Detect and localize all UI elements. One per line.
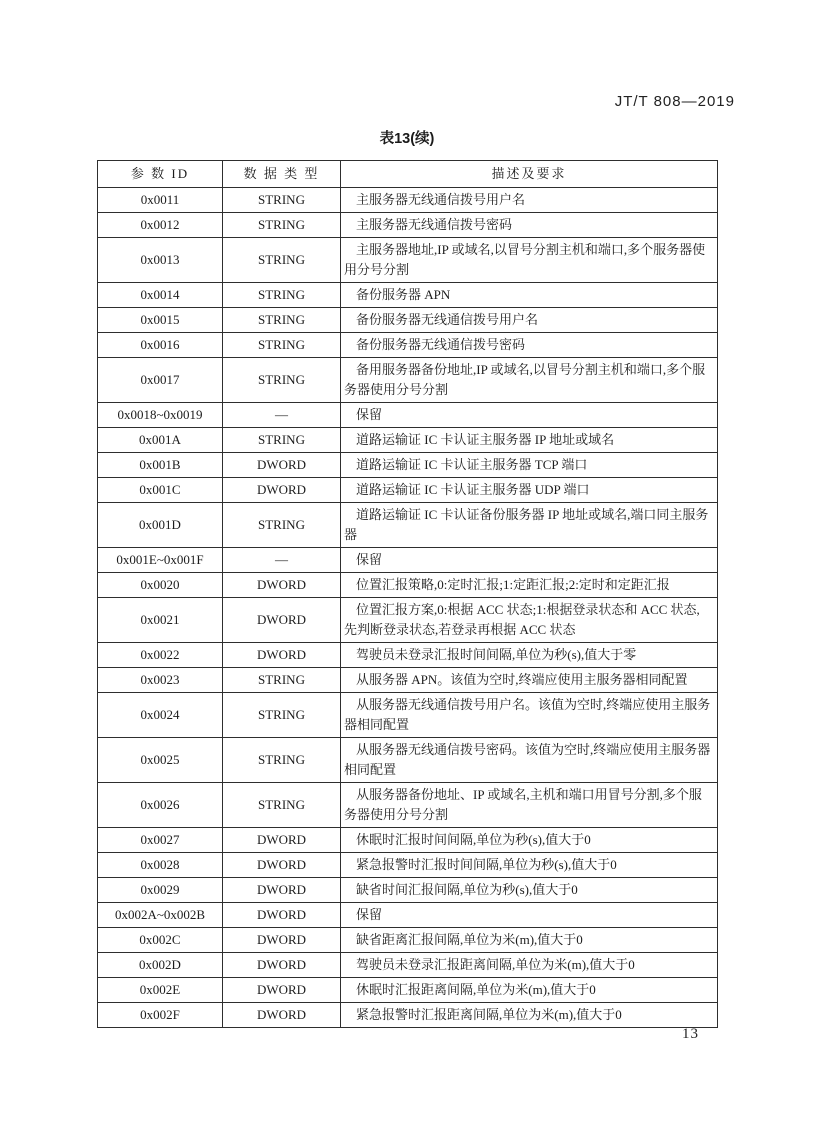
table-row	[98, 853, 718, 878]
description-cell: 备用服务器备份地址,IP 或域名,以冒号分割主机和端口,多个服务器使用分号分割	[341, 358, 718, 403]
param-id-cell: 0x002C	[98, 928, 223, 953]
description-cell: 备份服务器无线通信拨号用户名	[341, 308, 718, 333]
description-cell: 休眠时汇报距离间隔,单位为米(m),值大于0	[341, 978, 718, 1003]
table-row	[98, 693, 718, 738]
data-type-cell: DWORD	[223, 573, 341, 598]
param-id-cell: 0x001D	[98, 503, 223, 548]
description-cell: 保留	[341, 903, 718, 928]
param-id-cell: 0x001C	[98, 478, 223, 503]
data-type-cell: DWORD	[223, 478, 341, 503]
param-id-cell: 0x002F	[98, 1003, 223, 1028]
param-id-cell: 0x0013	[98, 238, 223, 283]
page-number: 13	[682, 1026, 699, 1042]
description-cell: 缺省距离汇报间隔,单位为米(m),值大于0	[341, 928, 718, 953]
param-id-cell: 0x002D	[98, 953, 223, 978]
description-cell: 道路运输证 IC 卡认证主服务器 TCP 端口	[341, 453, 718, 478]
description-cell: 从服务器 APN。该值为空时,终端应使用主服务器相同配置	[341, 668, 718, 693]
standard-reference: JT/T 808—2019	[614, 93, 735, 110]
description-cell: 缺省时间汇报间隔,单位为秒(s),值大于0	[341, 878, 718, 903]
param-id-cell: 0x0027	[98, 828, 223, 853]
data-type-cell: STRING	[223, 333, 341, 358]
description-cell: 道路运输证 IC 卡认证备份服务器 IP 地址或域名,端口同主服务器	[341, 503, 718, 548]
table-row	[98, 478, 718, 503]
param-id-cell: 0x0021	[98, 598, 223, 643]
column-header-description: 描述及要求	[341, 161, 718, 188]
description-cell: 主服务器无线通信拨号密码	[341, 213, 718, 238]
description-cell: 保留	[341, 548, 718, 573]
table-row	[98, 573, 718, 598]
table-row	[98, 828, 718, 853]
param-id-cell: 0x0024	[98, 693, 223, 738]
param-id-cell: 0x0017	[98, 358, 223, 403]
column-header-param-id: 参 数 ID	[98, 161, 223, 188]
table-header	[98, 161, 718, 188]
data-type-cell: DWORD	[223, 878, 341, 903]
table-row	[98, 283, 718, 308]
description-cell: 备份服务器无线通信拨号密码	[341, 333, 718, 358]
description-cell: 驾驶员未登录汇报时间间隔,单位为秒(s),值大于零	[341, 643, 718, 668]
table-row	[98, 783, 718, 828]
data-type-cell: STRING	[223, 238, 341, 283]
param-id-cell: 0x0029	[98, 878, 223, 903]
column-header-data-type: 数 据 类 型	[223, 161, 341, 188]
table-row	[98, 188, 718, 213]
table-row	[98, 953, 718, 978]
data-type-cell: DWORD	[223, 928, 341, 953]
table-row	[98, 643, 718, 668]
description-cell: 驾驶员未登录汇报距离间隔,单位为米(m),值大于0	[341, 953, 718, 978]
param-id-cell: 0x002E	[98, 978, 223, 1003]
table-row	[98, 308, 718, 333]
table-row	[98, 403, 718, 428]
data-type-cell: STRING	[223, 783, 341, 828]
data-type-cell: DWORD	[223, 828, 341, 853]
data-type-cell: STRING	[223, 428, 341, 453]
description-cell: 从服务器无线通信拨号密码。该值为空时,终端应使用主服务器相同配置	[341, 738, 718, 783]
data-type-cell: STRING	[223, 188, 341, 213]
description-cell: 从服务器备份地址、IP 或域名,主机和端口用冒号分割,多个服务器使用分号分割	[341, 783, 718, 828]
param-id-cell: 0x001B	[98, 453, 223, 478]
param-id-cell: 0x0026	[98, 783, 223, 828]
description-cell: 备份服务器 APN	[341, 283, 718, 308]
table-row	[98, 333, 718, 358]
table-row	[98, 453, 718, 478]
table-row	[98, 358, 718, 403]
description-cell: 紧急报警时汇报时间间隔,单位为秒(s),值大于0	[341, 853, 718, 878]
table-title: 表13(续)	[379, 131, 435, 147]
data-type-cell: STRING	[223, 738, 341, 783]
data-type-cell: DWORD	[223, 853, 341, 878]
table-row	[98, 738, 718, 783]
table-row	[98, 928, 718, 953]
data-type-cell: STRING	[223, 503, 341, 548]
param-id-cell: 0x0020	[98, 573, 223, 598]
table-row	[98, 238, 718, 283]
data-type-cell: STRING	[223, 693, 341, 738]
table-row	[98, 598, 718, 643]
description-cell: 从服务器无线通信拨号用户名。该值为空时,终端应使用主服务器相同配置	[341, 693, 718, 738]
data-type-cell: STRING	[223, 308, 341, 333]
table-row	[98, 668, 718, 693]
param-id-cell: 0x0015	[98, 308, 223, 333]
data-type-cell: DWORD	[223, 1003, 341, 1028]
param-id-cell: 0x002A~0x002B	[98, 903, 223, 928]
data-type-cell: STRING	[223, 283, 341, 308]
data-type-cell: DWORD	[223, 903, 341, 928]
data-type-cell: —	[223, 403, 341, 428]
description-cell: 道路运输证 IC 卡认证主服务器 IP 地址或域名	[341, 428, 718, 453]
table-row	[98, 978, 718, 1003]
param-id-cell: 0x001A	[98, 428, 223, 453]
data-type-cell: DWORD	[223, 453, 341, 478]
parameter-table	[97, 160, 718, 1028]
description-cell: 主服务器地址,IP 或域名,以冒号分割主机和端口,多个服务器使用分号分割	[341, 238, 718, 283]
description-cell: 休眠时汇报时间间隔,单位为秒(s),值大于0	[341, 828, 718, 853]
data-type-cell: STRING	[223, 668, 341, 693]
description-cell: 位置汇报策略,0:定时汇报;1:定距汇报;2:定时和定距汇报	[341, 573, 718, 598]
param-id-cell: 0x0028	[98, 853, 223, 878]
table-row	[98, 903, 718, 928]
table-row	[98, 1003, 718, 1028]
data-type-cell: DWORD	[223, 978, 341, 1003]
description-cell: 主服务器无线通信拨号用户名	[341, 188, 718, 213]
data-type-cell: STRING	[223, 358, 341, 403]
param-id-cell: 0x0016	[98, 333, 223, 358]
description-cell: 道路运输证 IC 卡认证主服务器 UDP 端口	[341, 478, 718, 503]
table-row	[98, 878, 718, 903]
param-id-cell: 0x0018~0x0019	[98, 403, 223, 428]
param-table-body	[98, 188, 718, 1028]
param-id-cell: 0x0023	[98, 668, 223, 693]
param-id-cell: 0x0022	[98, 643, 223, 668]
data-type-cell: DWORD	[223, 953, 341, 978]
param-id-cell: 0x0025	[98, 738, 223, 783]
table-row	[98, 503, 718, 548]
data-type-cell: DWORD	[223, 598, 341, 643]
table-header-row	[98, 161, 718, 188]
table-row	[98, 548, 718, 573]
description-cell: 紧急报警时汇报距离间隔,单位为米(m),值大于0	[341, 1003, 718, 1028]
data-type-cell: STRING	[223, 213, 341, 238]
param-id-cell: 0x001E~0x001F	[98, 548, 223, 573]
param-id-cell: 0x0014	[98, 283, 223, 308]
param-id-cell: 0x0011	[98, 188, 223, 213]
table-row	[98, 213, 718, 238]
description-cell: 位置汇报方案,0:根据 ACC 状态;1:根据登录状态和 ACC 状态,先判断登录状态,若登录再根据 ACC 状态	[341, 598, 718, 643]
table-row	[98, 428, 718, 453]
data-type-cell: DWORD	[223, 643, 341, 668]
param-id-cell: 0x0012	[98, 213, 223, 238]
description-cell: 保留	[341, 403, 718, 428]
data-type-cell: —	[223, 548, 341, 573]
